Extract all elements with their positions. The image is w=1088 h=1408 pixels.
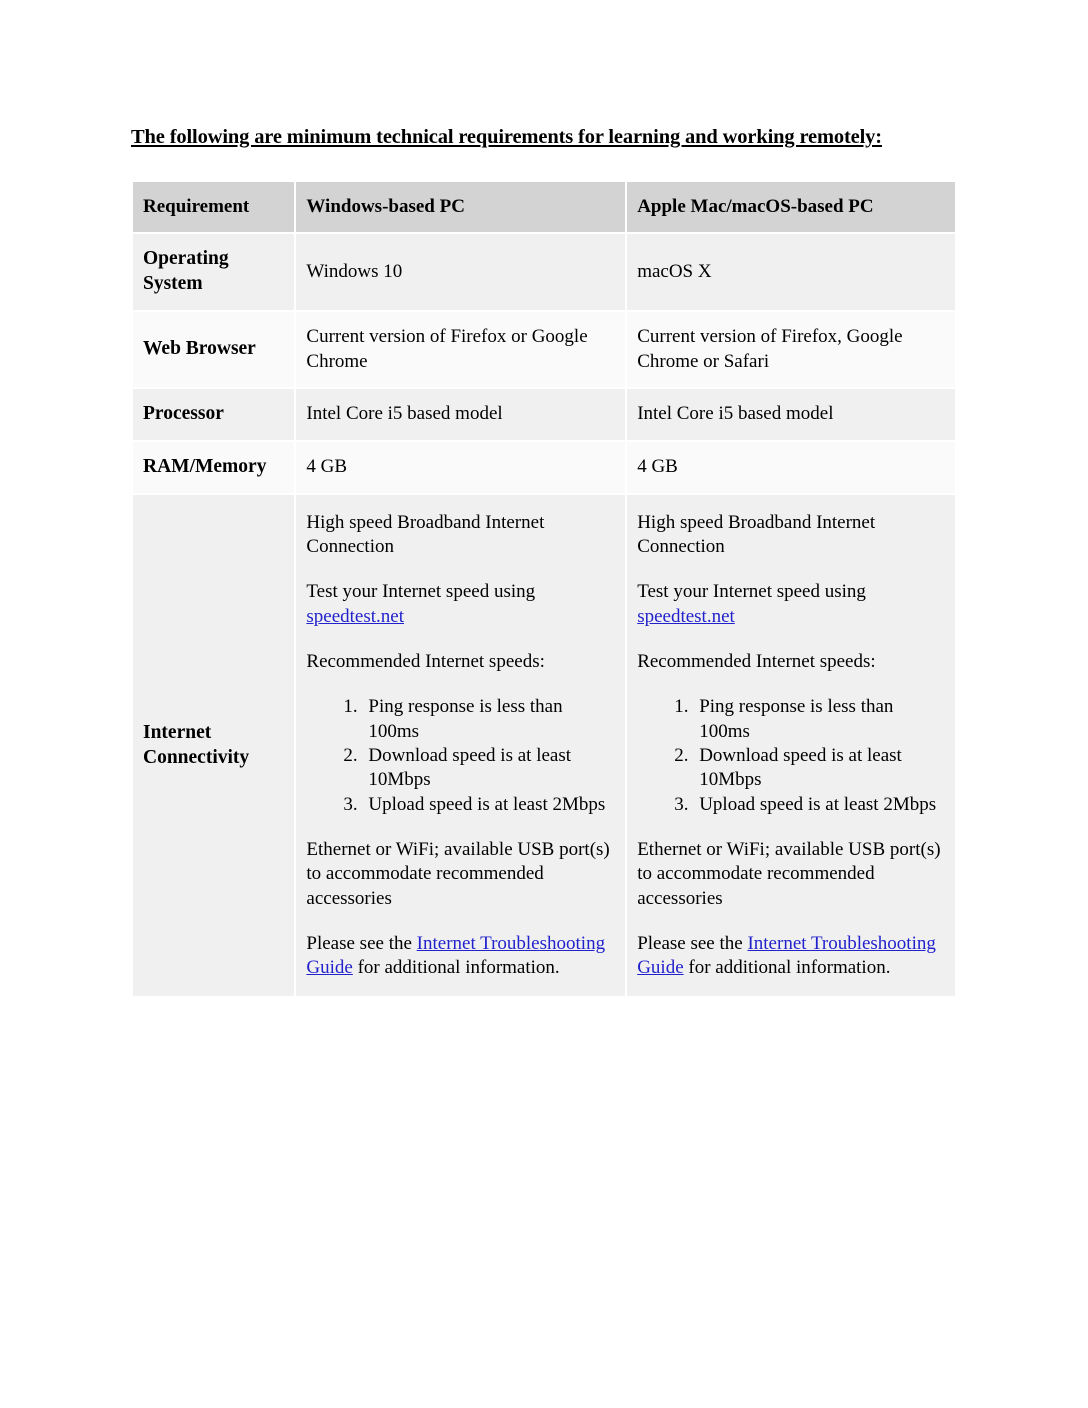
internet-speeds-list-windows xyxy=(306,695,615,817)
internet-guide-line-mac xyxy=(637,932,945,981)
speedtest-link-mac[interactable]: speedtest.net xyxy=(637,605,735,627)
cell-os-mac: macOS X xyxy=(627,234,955,310)
list-item: 2. Download speed is at least 10Mbps xyxy=(693,744,945,793)
speedtest-link-windows[interactable]: speedtest.net xyxy=(306,605,404,627)
internet-broadband-text-windows: High speed Broadband Internet Connection xyxy=(306,511,545,558)
cell-browser-windows: Current version of Firefox or Google Chrome xyxy=(296,312,625,387)
internet-speedtest-line-mac xyxy=(637,580,945,629)
row-label-ram-memory: RAM/Memory xyxy=(133,442,294,493)
internet-broadband-text-mac: High speed Broadband Internet Connection xyxy=(637,511,876,558)
header-mac: Apple Mac/macOS-based PC xyxy=(627,182,955,232)
page-title: The following are minimum technical requirements for learning and working remotely: xyxy=(131,126,882,148)
technical-requirements-table xyxy=(131,180,957,998)
table-header xyxy=(133,182,955,232)
guide-prefix-windows: Please see the xyxy=(306,932,417,954)
table-row-operating-system xyxy=(133,234,955,310)
row-label-processor: Processor xyxy=(133,389,294,440)
guide-suffix-mac: for additional information. xyxy=(683,957,891,979)
list-item: 1. Ping response is less than 100ms xyxy=(693,695,945,744)
cell-internet-windows xyxy=(296,495,625,997)
row-label-internet-connectivity: Internet Connectivity xyxy=(133,495,294,997)
cell-processor-windows: Intel Core i5 based model xyxy=(296,389,625,440)
cell-ram-mac: 4 GB xyxy=(627,442,955,493)
guide-suffix-windows: for additional information. xyxy=(352,957,560,979)
table-row-ram-memory xyxy=(133,442,955,493)
internet-ports-text-mac: Ethernet or WiFi; available USB port(s) to accommodate recommended accessories xyxy=(637,838,941,909)
internet-speeds-list-mac xyxy=(637,695,945,817)
internet-ports-text-windows: Ethernet or WiFi; available USB port(s) to accommodate recommended accessories xyxy=(306,838,610,909)
internet-speedtest-line-windows xyxy=(306,580,615,629)
troubleshooting-guide-link-windows[interactable]: Internet Troubleshooting Guide xyxy=(306,932,606,979)
cell-ram-windows: 4 GB xyxy=(296,442,625,493)
list-item: 3. Upload speed is at least 2Mbps xyxy=(362,793,615,817)
table-header-row xyxy=(133,182,955,232)
table-row-processor xyxy=(133,389,955,440)
list-item: 2. Download speed is at least 10Mbps xyxy=(362,744,615,793)
cell-os-windows: Windows 10 xyxy=(296,234,625,310)
table-row-web-browser xyxy=(133,312,955,387)
guide-prefix-mac: Please see the xyxy=(637,932,748,954)
internet-recommended-heading-windows: Recommended Internet speeds: xyxy=(306,651,545,672)
internet-recommended-heading-mac: Recommended Internet speeds: xyxy=(637,651,876,672)
cell-internet-mac xyxy=(627,495,955,997)
list-item: 3. Upload speed is at least 2Mbps xyxy=(693,793,945,817)
row-label-operating-system: Operating System xyxy=(133,234,294,310)
cell-browser-mac: Current version of Firefox, Google Chrome or Safari xyxy=(627,312,955,387)
cell-processor-mac: Intel Core i5 based model xyxy=(627,389,955,440)
header-windows: Windows-based PC xyxy=(296,182,625,232)
table-body xyxy=(133,234,955,996)
row-label-web-browser: Web Browser xyxy=(133,312,294,387)
speedtest-prefix-mac: Test your Internet speed using xyxy=(637,581,866,603)
internet-guide-line-windows xyxy=(306,932,615,981)
table-row-internet-connectivity xyxy=(133,495,955,997)
header-requirement: Requirement xyxy=(133,182,294,232)
speedtest-prefix-windows: Test your Internet speed using xyxy=(306,581,536,603)
list-item: 1. Ping response is less than 100ms xyxy=(362,695,615,744)
troubleshooting-guide-link-mac[interactable]: Internet Troubleshooting Guide xyxy=(637,932,936,979)
